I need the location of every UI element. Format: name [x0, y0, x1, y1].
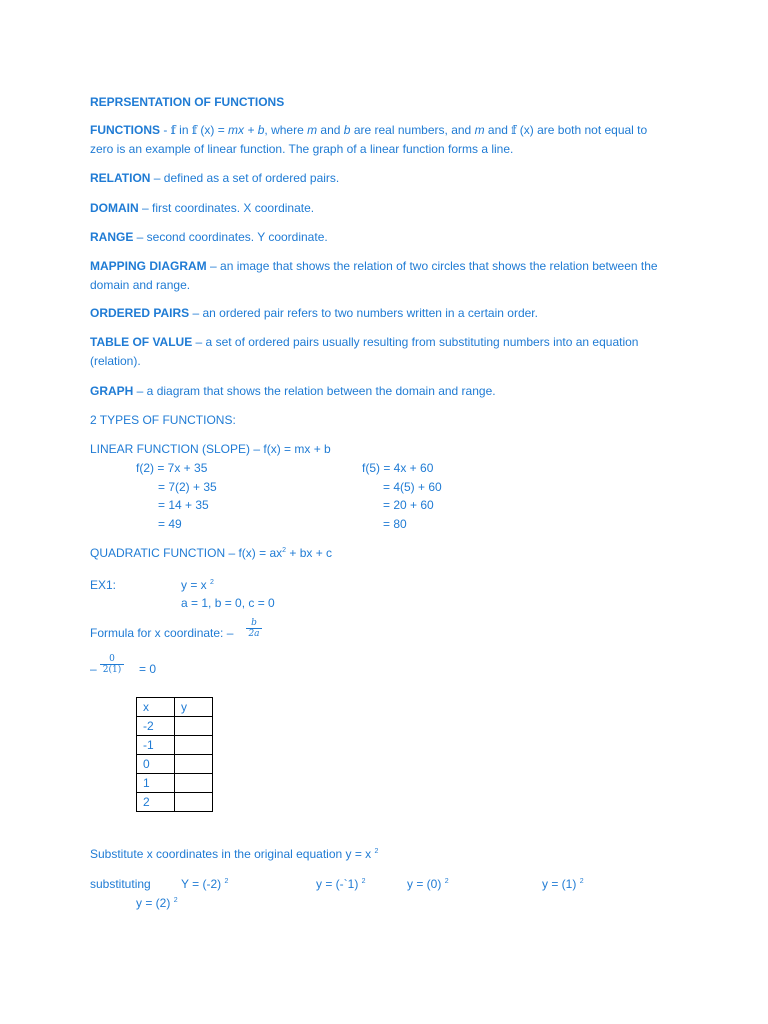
table-cell — [175, 774, 213, 793]
table-cell — [175, 736, 213, 755]
definition-ordered-pairs: ORDERED PAIRS – an ordered pair refers to two numbers written in a certain order. — [90, 306, 538, 320]
definition-table-of-value: TABLE OF VALUE – a set of ordered pairs usually resulting from substituting numbers into an equation (relation). — [90, 335, 639, 368]
functions-definition: FUNCTIONS - 𝕗 in 𝕗 (x) = mx + b, where m and b are real numbers, and m and 𝕗 (x) are both not equal to zero is an example of linear function. The graph of a linear function forms a line. — [90, 123, 648, 156]
values-table — [136, 697, 213, 812]
definition-domain: DOMAIN – first coordinates. X coordinate. — [90, 201, 315, 215]
ex1-coefficients: a = 1, b = 0, c = 0 — [181, 596, 275, 610]
substitute-instruction: Substitute x coordinates in the original equation y = x $^2$ — [90, 847, 379, 861]
ex1-equation: y = x $^2$ — [181, 578, 214, 592]
example-left-line: = 49 — [158, 517, 182, 531]
calc-fraction: $\frac{0}{2(1)}$ — [100, 654, 124, 675]
example-right-line: = 20 + 60 — [383, 498, 434, 512]
example-left-line: = 14 + 35 — [158, 498, 209, 512]
definition-range: RANGE – second coordinates. Y coordinate. — [90, 230, 328, 244]
table-cell — [175, 755, 213, 774]
example-right-line: = 80 — [383, 517, 407, 531]
substitution-item: y = (2) $^2$ — [136, 896, 178, 910]
table-cell: -1 — [137, 736, 175, 755]
table-cell — [175, 717, 213, 736]
table-row — [137, 755, 213, 774]
table-cell: 0 — [137, 755, 175, 774]
definition-relation: RELATION – defined as a set of ordered pairs. — [90, 171, 340, 185]
linear-heading: LINEAR FUNCTION (SLOPE) – f(x) = mx + b — [90, 442, 331, 456]
formula-label: Formula for x coordinate: – — [90, 626, 234, 640]
substituting-label: substituting — [90, 877, 151, 891]
definition-mapping-diagram: MAPPING DIAGRAM – an image that shows the relation of two circles that shows the relation between the domain and range. — [90, 259, 658, 292]
substitution-item: y = (-`1) $^2$ — [316, 877, 366, 891]
table-row — [137, 717, 213, 736]
table-row — [137, 736, 213, 755]
table-row — [137, 774, 213, 793]
definition-graph: GRAPH – a diagram that shows the relation between the domain and range. — [90, 384, 496, 398]
table-header-x: x — [137, 698, 175, 717]
page-title: REPRSENTATION OF FUNCTIONS — [90, 95, 285, 109]
functions-term: FUNCTIONS — [90, 123, 160, 137]
table-header-y: y — [175, 698, 213, 717]
table-row — [137, 793, 213, 812]
table-cell — [175, 793, 213, 812]
table-cell: 2 — [137, 793, 175, 812]
table-cell: 1 — [137, 774, 175, 793]
substitution-item: Y = (-2) $^2$ — [181, 877, 229, 891]
table-header-row — [137, 698, 213, 717]
formula-fraction: $\frac{b}{2a}$ — [246, 618, 262, 639]
example-left-line: f(2) = 7x + 35 — [136, 461, 208, 475]
example-right-line: = 4(5) + 60 — [383, 480, 442, 494]
substitution-item: y = (1) $^2$ — [542, 877, 584, 891]
substitution-item: y = (0) $^2$ — [407, 877, 449, 891]
types-heading: 2 TYPES OF FUNCTIONS: — [90, 413, 236, 427]
calc-result: = 0 — [139, 662, 157, 676]
ex1-label: EX1: — [90, 578, 117, 592]
example-right-line: f(5) = 4x + 60 — [362, 461, 434, 475]
calc-minus: – — [90, 662, 97, 676]
quadratic-heading: QUADRATIC FUNCTION – $f(x) = ax^2$ + bx + c — [90, 546, 333, 560]
example-left-line: = 7(2) + 35 — [158, 480, 217, 494]
table-cell: -2 — [137, 717, 175, 736]
